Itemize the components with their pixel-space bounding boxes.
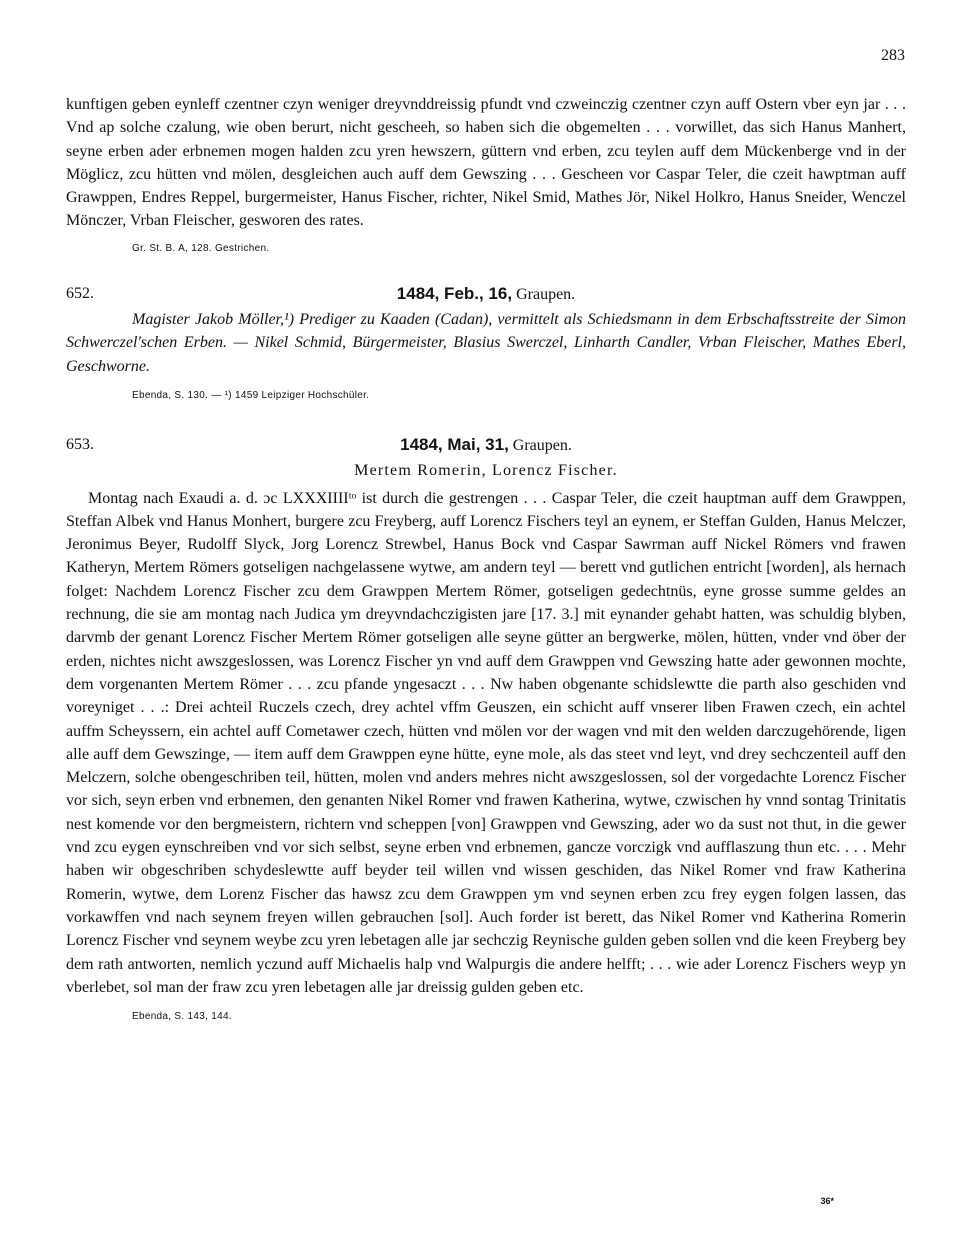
entry-source-note: Ebenda, S. 143, 144.: [132, 1011, 232, 1023]
entry-date: 1484, Feb., 16,: [396, 284, 513, 304]
entry-text: Montag nach Exaudi a. d. ɔc LXXXIIIIᵗᵒ ist durch die gestrengen . . . Caspar Teler, die czeit hauptman auff dem Grawppen, Steffan Albek vnd Hanus Monhert, burgere zcu Freyberg, auff Lorencz Fischers teyl an eynem, er Steffan Gulden, Hanus Melczer, Jeronimus Beyer, Rudolff Slyck, Jorg Lorencz Strewbel, Hanus Bock vnd Caspar Sawrman auff Nickel Römers vnd frawen Katheryn, Mertem Römers gotseligen nachgelassene wytwe, am andern teyl — berett vnd gutlichen entricht [worden], als hernach folget: Nachdem Lorencz Fischer zcu dem Grawppen Mertem Römer, gotseligen gedechtnüs, eyne grosse summe geldes an rechnung, die sie am montag nach Judica ym dreyvndachczigisten jare [17. 3.] mit eynander gehabt hatten, was schuldig blyben, darvmb der genant Lorencz Fischer Mertem Römer gotseligen alle seyne gütter an bergwerke, mölen, hütten, vnder vnd öber der erden, nichtes nicht awszgeslossen, was Lorencz Fischer yn vnd auff dem Grawppen vnd Gewszing hatte ader gewonnen mochte, dem vorgenanten Mertem Römer . . . zcu pfande yngesaczt . . . Nw haben obgenante schidslewtte die parth also geschiden vnd voreyniget . . .: Drei achteil Ruczels czech, drey achtel vffm Geuszen, ein schicht auff vnserer liben Frawen czech, ein achtel auffm Scheyssern, ein achtel auff Cometawer czech, hütten vnd mölen vor der wagen vnd mit den welden darczugehörende, ligen alle auff dem Gewszinge, — item auff dem Grawppen eyne hütte, eyne mole, als das steet vnd leyt, vnd drey sechczenteil auff den Melczern, solche obengeschriben teil, hütten, molen vnd anders mehres nicht awszgeslossen, sol der vorgedachte Lorencz Fischer vor sich, seyn erben vnd erbnemen, den genanten Nikel Romer vnd frawen Katherina, wytwe, czwischen hy vnnd sontag Trinitatis nest komende vor den bergmeistern, richtern vnd scheppen [von] Grawppen vnd Gewszing, ader wo da sust not thut, in die gewer vnd zcu eygen eynschreiben vnd vor sich selbst, seyne erben vnd erbnemen, gancze vorczigk vnd aufflaszung thun etc. . . . Mehr haben wir obgeschriben schydeslewtte auff beyder teil willen vnd wissen geschiden, das Nikel Romer vnd fraw Katherina Romerin, wytwe, dem Lorenz Fischer das hawsz zcu dem Grawppen ym vnd seynen erben zcu frey eygen folgen lassen, das vorkawffen vnd nach seynem freyen willen gebrauchen [sol]. Auch forder ist berett, das Nikel Romer vnd Katherina Romerin Lorencz Fischer vnd seynem weybe zcu yren lebetagen alle jar sechczig Reynische gulden geben sollen vnd die keen Freyberg bey dem rath antworten, nemlich yczund auff Michaelis halp vnd Walpurgis die andere helfft; . . . wie ader Lorencz Fischers weyp yn vberlebet, sol man der fraw zcu yren lebetagen alle jar dreissig gulden geben etc.: [66, 489, 906, 996]
entry-652: [66, 282, 906, 407]
entry-place: Graupen.: [516, 286, 576, 304]
entry-header: [66, 433, 906, 457]
signature-mark: 36*: [820, 1196, 834, 1206]
entry-date-line: [66, 433, 906, 457]
entry-653: [66, 433, 906, 1028]
entry-subtitle: Mertem Romerin, Lorencz Fischer.: [354, 462, 618, 480]
entry-number: 652.: [66, 285, 94, 303]
entry-header: [66, 282, 906, 306]
page-content: [66, 93, 906, 1028]
entry-place: Graupen.: [512, 437, 572, 455]
entry-date: 1484, Mai, 31,: [400, 435, 509, 455]
entry-regest: Magister Jakob Möller,¹) Prediger zu Kaaden (Cadan), vermittelt als Schiedsmann in dem Erbschaftsstreite der Simon Schwerczel'schen Erben. — Nikel Schmid, Bürgermeister, Blasius Swerczel, Linharth Candler, Vrban Fleischer, Mathes Eberl, Geschworne.: [66, 311, 906, 375]
entry-source-note: Ebenda, S. 130. — ¹) 1459 Leipziger Hochschüler.: [132, 389, 370, 401]
page-number: 283: [881, 47, 905, 64]
entry-number: 653.: [66, 436, 94, 454]
opening-paragraph: kunftigen geben eynleff czentner czyn weniger dreyvnddreissig pfundt vnd czweinczig czentner czyn auff Ostern vber eyn jar . . . Vnd ap solche czalung, wie oben berurt, nicht gescheeh, so haben sich die obgemelten . . . vorwillet, das sich Hanus Manhert, seyne erben ader erbnemen mogen halden zcu yren hewszern, güttern vnd erben, zcu teylen auff dem Mückenberge vnd in der Möglicz, zcu hütten vnd mölen, desgleichen auch auff dem Gewszing . . . Gescheen vor Caspar Teler, die czeit hawptman auff Grawppen, Endres Reppel, burgermeister, Hanus Fischer, richter, Nikel Smid, Mathes Jör, Nikel Holkro, Hanus Sneider, Wenczel Mönczer, Vrban Fleischer, gesworen des rates.: [66, 96, 906, 230]
entry-date-line: [66, 282, 906, 306]
opening-source: Gr. St. B. A, 128. Gestrichen.: [132, 242, 270, 254]
